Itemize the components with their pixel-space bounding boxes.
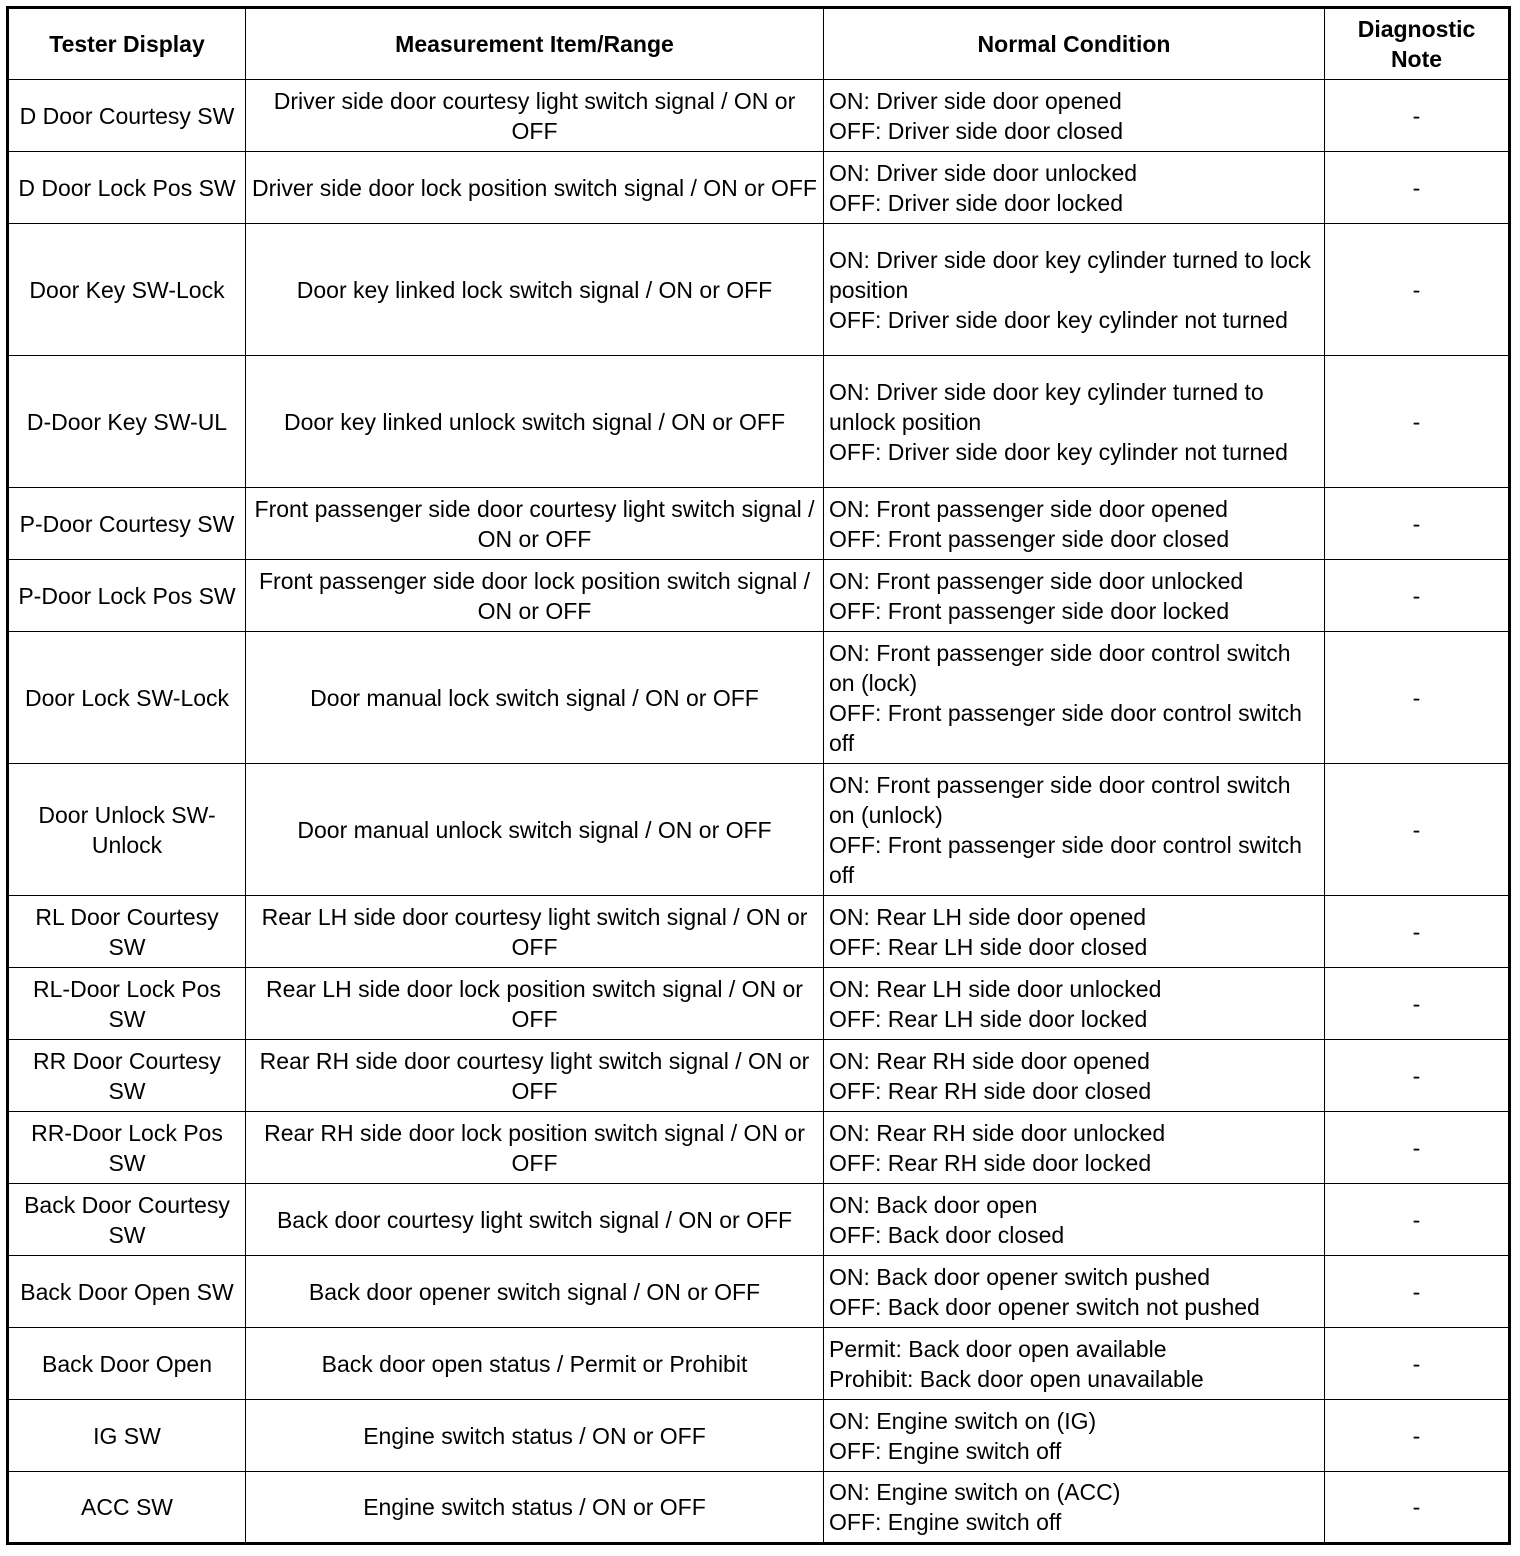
condition-line: ON: Back door open [829,1191,1038,1218]
condition-line: ON: Rear LH side door opened [829,903,1147,930]
measurement-item-cell: Driver side door lock position switch signal / ON or OFF [246,152,824,224]
measurement-item-cell: Engine switch status / ON or OFF [246,1472,824,1544]
table-row [8,632,1510,764]
table-row [8,1184,1510,1256]
condition-line: OFF: Driver side door key cylinder not turned [829,438,1288,465]
header-tester-display: Tester Display [8,8,246,80]
tester-display-cell: D Door Lock Pos SW [8,152,246,224]
measurement-item-cell: Engine switch status / ON or OFF [246,1400,824,1472]
tester-display-cell: P-Door Lock Pos SW [8,560,246,632]
normal-condition-cell [824,560,1325,632]
normal-condition-cell [824,152,1325,224]
condition-line: OFF: Driver side door closed [829,117,1123,144]
tester-display-cell: IG SW [8,1400,246,1472]
condition-line: ON: Engine switch on (ACC) [829,1479,1121,1505]
normal-condition-cell [824,1256,1325,1328]
condition-line: OFF: Back door opener switch not pushed [829,1293,1260,1320]
condition-line: ON: Back door opener switch pushed [829,1263,1210,1290]
normal-condition-cell [824,488,1325,560]
tester-display-cell: Back Door Courtesy SW [8,1184,246,1256]
condition-line: ON: Front passenger side door control switch on (unlock) [829,771,1291,828]
normal-condition-cell [824,968,1325,1040]
diagnostic-note-cell: - [1325,560,1510,632]
measurement-item-cell: Rear LH side door lock position switch signal / ON or OFF [246,968,824,1040]
normal-condition-cell [824,896,1325,968]
table-row [8,152,1510,224]
header-measurement-item: Measurement Item/Range [246,8,824,80]
normal-condition-cell [824,356,1325,488]
tester-display-cell: Back Door Open SW [8,1256,246,1328]
normal-condition-cell [824,632,1325,764]
header-diagnostic-note: Diagnostic Note [1325,8,1510,80]
table-row [8,1040,1510,1112]
condition-line: ON: Rear LH side door unlocked [829,975,1162,1002]
condition-line: OFF: Front passenger side door locked [829,597,1230,624]
table-row [8,224,1510,356]
condition-line: ON: Front passenger side door unlocked [829,567,1244,594]
condition-line: OFF: Driver side door locked [829,189,1123,216]
condition-line: ON: Rear RH side door opened [829,1047,1150,1074]
normal-condition-cell [824,1040,1325,1112]
measurement-item-cell: Back door open status / Permit or Prohibit [246,1328,824,1400]
tester-display-cell: Back Door Open [8,1328,246,1400]
condition-line: ON: Driver side door key cylinder turned to unlock position [829,378,1264,435]
condition-line: ON: Driver side door key cylinder turned to lock position [829,246,1311,303]
condition-line: OFF: Back door closed [829,1221,1065,1248]
diagnostic-note-cell: - [1325,1328,1510,1400]
table-row [8,968,1510,1040]
condition-line: OFF: Front passenger side door closed [829,525,1230,552]
table-row [8,764,1510,896]
diagnostic-note-cell: - [1325,764,1510,896]
diagnostic-note-cell: - [1325,1400,1510,1472]
condition-line: ON: Driver side door opened [829,87,1122,114]
measurement-item-cell: Rear LH side door courtesy light switch signal / ON or OFF [246,896,824,968]
tester-display-cell: Door Key SW-Lock [8,224,246,356]
condition-line: OFF: Rear RH side door closed [829,1077,1152,1104]
header-row [8,8,1510,80]
measurement-item-cell: Front passenger side door lock position switch signal / ON or OFF [246,560,824,632]
tester-display-cell: Door Lock SW-Lock [8,632,246,764]
table-row [8,896,1510,968]
condition-line: OFF: Front passenger side door control switch off [829,699,1302,756]
normal-condition-cell [824,1400,1325,1472]
condition-line: ON: Front passenger side door opened [829,495,1228,522]
measurement-item-cell: Door manual lock switch signal / ON or OFF [246,632,824,764]
diagnostic-note-cell: - [1325,1112,1510,1184]
tester-display-cell: D Door Courtesy SW [8,80,246,152]
tester-display-cell: D-Door Key SW-UL [8,356,246,488]
diagnostic-note-cell: - [1325,356,1510,488]
condition-line: ON: Front passenger side door control switch on (lock) [829,639,1291,696]
normal-condition-cell [824,1328,1325,1400]
condition-line: OFF: Rear RH side door locked [829,1149,1152,1176]
condition-line: OFF: Engine switch off [829,1437,1062,1464]
measurement-item-cell: Back door courtesy light switch signal / ON or OFF [246,1184,824,1256]
tester-display-cell: P-Door Courtesy SW [8,488,246,560]
measurement-item-cell: Door key linked lock switch signal / ON or OFF [246,224,824,356]
diagnostic-note-cell: - [1325,632,1510,764]
measurement-item-cell: Rear RH side door lock position switch signal / ON or OFF [246,1112,824,1184]
measurement-item-cell: Rear RH side door courtesy light switch signal / ON or OFF [246,1040,824,1112]
table-row [8,560,1510,632]
tester-display-cell: RR Door Courtesy SW [8,1040,246,1112]
measurement-item-cell: Driver side door courtesy light switch signal / ON or OFF [246,80,824,152]
condition-line: ON: Driver side door unlocked [829,159,1138,186]
diagnostic-note-cell: - [1325,1184,1510,1256]
tester-display-cell: Door Unlock SW-Unlock [8,764,246,896]
condition-line: ON: Rear RH side door unlocked [829,1119,1166,1146]
normal-condition-cell [824,80,1325,152]
diagnostic-note-cell: - [1325,896,1510,968]
table-row [8,1328,1510,1400]
condition-line: Permit: Back door open available [829,1335,1167,1362]
condition-line: Prohibit: Back door open unavailable [829,1365,1204,1392]
tester-display-cell: ACC SW [8,1472,246,1544]
normal-condition-cell [824,1472,1325,1544]
measurement-item-cell: Door manual unlock switch signal / ON or OFF [246,764,824,896]
table-row [8,488,1510,560]
normal-condition-cell [824,1184,1325,1256]
table-row [8,80,1510,152]
condition-line: OFF: Rear LH side door closed [829,933,1148,960]
diagnostic-note-cell: - [1325,488,1510,560]
diagnostic-note-cell: - [1325,1472,1510,1544]
diagnostic-note-cell: - [1325,968,1510,1040]
header-normal-condition: Normal Condition [824,8,1325,80]
normal-condition-cell [824,764,1325,896]
diagnostic-note-cell: - [1325,1256,1510,1328]
table-row [8,1400,1510,1472]
diagnostic-note-cell: - [1325,152,1510,224]
condition-line: OFF: Driver side door key cylinder not turned [829,306,1288,333]
table-row [8,1256,1510,1328]
normal-condition-cell [824,1112,1325,1184]
condition-line: OFF: Front passenger side door control switch off [829,831,1302,888]
normal-condition-cell [824,224,1325,356]
table-row [8,1112,1510,1184]
table-row [8,1472,1510,1544]
measurement-item-cell: Back door opener switch signal / ON or OFF [246,1256,824,1328]
diagnostic-data-table [6,6,1511,1545]
condition-line: ON: Engine switch on (IG) [829,1407,1097,1434]
measurement-item-cell: Door key linked unlock switch signal / ON or OFF [246,356,824,488]
condition-line: OFF: Engine switch off [829,1509,1062,1535]
tester-display-cell: RL Door Courtesy SW [8,896,246,968]
table-row [8,356,1510,488]
condition-line: OFF: Rear LH side door locked [829,1005,1148,1032]
diagnostic-note-cell: - [1325,1040,1510,1112]
tester-display-cell: RR-Door Lock Pos SW [8,1112,246,1184]
measurement-item-cell: Front passenger side door courtesy light switch signal / ON or OFF [246,488,824,560]
diagnostic-note-cell: - [1325,224,1510,356]
diagnostic-note-cell: - [1325,80,1510,152]
tester-display-cell: RL-Door Lock Pos SW [8,968,246,1040]
